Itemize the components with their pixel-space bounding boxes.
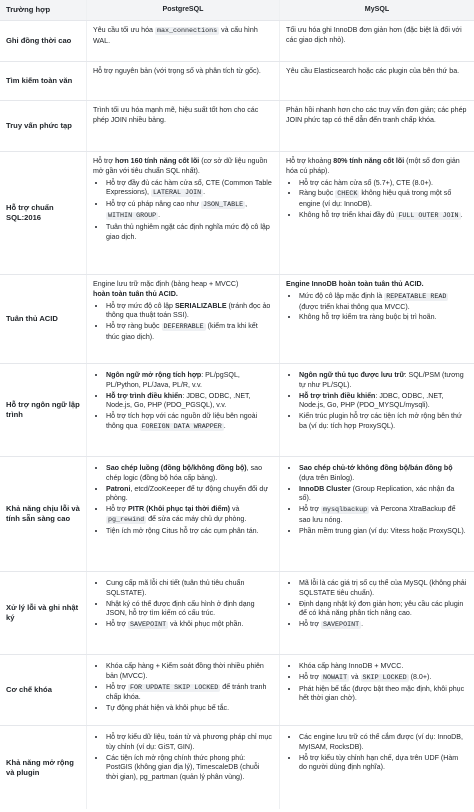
list-item: • Patroni, etcd/ZooKeeper để tự động chuyển đổi dự phòng. <box>106 485 273 505</box>
list-item: • Hỗ trợ SAVEPOINT . <box>299 620 468 631</box>
table-row <box>0 572 474 655</box>
postgresql-cell: Hỗ trợ nguyên bản (với trọng số và phân tích từ gốc). <box>86 62 280 100</box>
row-label: Tìm kiếm toàn văn <box>6 76 73 85</box>
header-case: Trường hợp <box>6 5 51 14</box>
postgresql-cell <box>86 457 280 571</box>
row-label: Tuân thủ ACID <box>6 314 58 323</box>
list-item: • Cung cấp mã lỗi chi tiết (tuân thủ tiêu chuẩn SQLSTATE). <box>106 579 273 599</box>
table-row <box>0 62 474 101</box>
list-item: • Ngôn ngữ mở rộng tích hợp: PL/pgSQL, PL/Python, PL/Java, PL/R, v.v. <box>106 371 273 391</box>
list-item: • Hỗ trợ mức độ cô lập SERIALIZABLE (tránh đọc ảo thông qua thuật toán SSI). <box>106 302 273 322</box>
list-item: • Tiện ích mở rộng Citus hỗ trợ các cụm phân tán. <box>106 527 273 537</box>
list-item: • Tuân thủ nghiêm ngặt các định nghĩa mức độ cô lập giao dịch. <box>106 223 273 243</box>
row-label: Hỗ trợ ngôn ngữ lập trình <box>6 400 80 419</box>
list-item: • InnoDB Cluster (Group Replication, xác nhận đa số). <box>299 485 468 505</box>
list-item: • Ngôn ngữ thủ tục được lưu trữ: SQL/PSM (tương tự như PL/SQL). <box>299 371 468 391</box>
row-label: Truy vấn phức tạp <box>6 121 72 130</box>
mysql-cell: Tối ưu hóa ghi InnoDB đơn giản hơn (đặc biệt là đối với các giao dịch nhỏ). <box>286 26 462 44</box>
mysql-cell: Hỗ trợ khoảng 80% tính năng cốt lõi (một số đơn giản hóa cú pháp). • Hỗ trợ các hàm cửa sổ (5.7+), CTE (8.0+). • Ràng buộc CHECK không hiệu quả trong một số engine (ví dụ: InnoDB). • Không hỗ trợ triển khai đầy đủ FULL OUTER JOIN . <box>280 152 474 274</box>
table-header <box>0 0 474 21</box>
list-item: • Hỗ trợ các hàm cửa sổ (5.7+), CTE (8.0+). <box>299 179 468 189</box>
list-item: • Hỗ trợ SAVEPOINT và khôi phục một phần. <box>106 620 273 631</box>
list-item: • Các tiện ích mở rộng chính thức phong phú: PostGIS (không gian địa lý), TimescaleDB (chuỗi thời gian), pg_partman (quản lý phân vùng). <box>106 754 273 783</box>
list-item: • Hỗ trợ tích hợp với các nguồn dữ liệu bên ngoài thông qua FOREIGN DATA WRAPPER . <box>106 412 273 433</box>
table-row <box>0 275 474 364</box>
list-item: • Kiến trúc plugin hỗ trợ các tiện ích mở rộng bên thứ ba (ví dụ: tích hợp ProxySQL). <box>299 412 468 432</box>
list-item: • Khóa cấp hàng + Kiểm soát đồng thời nhiều phiên bản (MVCC). <box>106 662 273 682</box>
table-row <box>0 101 474 152</box>
row-label: Hỗ trợ chuẩn SQL:2016 <box>6 203 54 222</box>
header-postgresql: PostgreSQL <box>86 0 280 20</box>
list-item: • Khóa cấp hàng InnoDB + MVCC. <box>299 662 468 672</box>
list-item: • Không hỗ trợ triển khai đầy đủ FULL OUTER JOIN . <box>299 211 468 222</box>
list-item: • Sao chép luồng (đồng bộ/không đồng bộ), sao chép logic (đồng bộ hóa cấp bảng). <box>106 464 273 484</box>
table-row <box>0 21 474 62</box>
list-item: • Mã lỗi là các giá trị số cụ thể của MySQL (không phải SQLSTATE tiêu chuẩn). <box>299 579 468 599</box>
mysql-cell: Engine InnoDB hoàn toàn tuân thủ ACID. • Mức độ cô lập mặc định là REPEATABLE READ (được triển khai thông qua MVCC). • Không hỗ trợ kiểm tra ràng buộc bị trì hoãn. <box>280 275 474 363</box>
list-item: • Định dạng nhật ký đơn giản hơn; yêu cầu các plugin để có khả năng phân tích nâng cao. <box>299 600 468 620</box>
postgresql-cell <box>86 572 280 654</box>
mysql-cell <box>280 572 474 654</box>
mysql-cell: Yêu cầu Elasticsearch hoặc các plugin của bên thứ ba. <box>286 67 460 75</box>
table-row <box>0 655 474 726</box>
list-item: • Hỗ trợ NOWAIT và SKIP LOCKED (8.0+). <box>299 673 468 684</box>
postgresql-cell <box>86 364 280 456</box>
postgresql-cell: Engine lưu trữ mặc định (bảng heap + MVCC) hoàn toàn tuân thủ ACID. • Hỗ trợ mức độ cô lập SERIALIZABLE (tránh đọc ảo thông qua thuật toán SSI). • Hỗ trợ ràng buộc DEFERRABLE (kiểm tra khi kết thúc giao dịch). <box>86 275 280 363</box>
table-row <box>0 364 474 457</box>
list-item: • Hỗ trợ trình điều khiển: JDBC, ODBC, .NET, Node.js, Go, PHP (PDO_PGSQL), v.v. <box>106 392 273 412</box>
list-item: • Tự động phát hiện và khôi phục bế tắc. <box>106 704 273 714</box>
list-item: • Hỗ trợ cú pháp nâng cao như JSON_TABLE , WITHIN GROUP . <box>106 200 273 222</box>
row-label: Khả năng chịu lỗi và tính sẵn sàng cao <box>6 504 80 523</box>
list-item: • Hỗ trợ kiểu dữ liệu, toán tử và phương pháp chỉ mục tùy chỉnh (ví dụ: GiST, GIN). <box>106 733 273 753</box>
postgresql-cell <box>86 726 280 809</box>
mysql-cell <box>280 655 474 725</box>
postgresql-cell: Hỗ trợ hơn 160 tính năng cốt lõi (cơ sở dữ liệu nguồn mở gần với tiêu chuẩn SQL nhất). • Hỗ trợ đầy đủ các hàm cửa sổ, CTE (Common Table Expressions), LATERAL JOIN . • Hỗ trợ cú pháp nâng cao như JSON_TABLE , WITHIN GROUP . • Tuân thủ nghiêm ngặt các định nghĩa mức độ cô lập giao dịch. <box>86 152 280 274</box>
row-label: Khả năng mở rộng và plugin <box>6 757 74 777</box>
row-label: Xử lý lỗi và ghi nhật ký <box>6 603 79 622</box>
list-item: • Hỗ trợ kiểu tùy chỉnh hạn chế, dựa trên UDF (Hàm do người dùng định nghĩa). <box>299 754 468 774</box>
list-item: • Mức độ cô lập mặc định là REPEATABLE READ (được triển khai thông qua MVCC). <box>299 292 468 313</box>
row-label: Ghi đồng thời cao <box>6 36 72 45</box>
list-item: • Hỗ trợ PITR (Khôi phục tại thời điểm) và pg_rewind để sửa các máy chủ dự phòng. <box>106 505 273 526</box>
list-item: • Các engine lưu trữ có thể cắm được (ví dụ: InnoDB, MyISAM, RocksDB). <box>299 733 468 753</box>
postgresql-cell <box>86 655 280 725</box>
list-item: • Hỗ trợ trình điều khiển: JDBC, ODBC, .NET, Node.js, Go, PHP (PDO_MYSQL/mysqli). <box>299 392 468 412</box>
list-item: • Hỗ trợ FOR UPDATE SKIP LOCKED để tránh tranh chấp khóa. <box>106 683 273 704</box>
list-item: • Hỗ trợ ràng buộc DEFERRABLE (kiểm tra khi kết thúc giao dịch). <box>106 322 273 343</box>
row-label: Cơ chế khóa <box>6 685 52 694</box>
postgresql-cell: Trình tối ưu hóa mạnh mẽ, hiệu suất tốt hơn cho các phép JOIN nhiều bảng. <box>86 101 280 151</box>
list-item: • Hỗ trợ đầy đủ các hàm cửa sổ, CTE (Common Table Expressions), LATERAL JOIN . <box>106 179 273 200</box>
list-item: • Ràng buộc CHECK không hiệu quả trong một số engine (ví dụ: InnoDB). <box>299 189 468 210</box>
table-row <box>0 457 474 572</box>
list-item: • Phát hiện bế tắc (được bật theo mặc định, khôi phục hết thời gian chờ). <box>299 685 468 705</box>
mysql-cell: Phản hồi nhanh hơn cho các truy vấn đơn giản; các phép JOIN phức tạp có thể dẫn đến tranh chấp khóa. <box>286 106 467 124</box>
list-item: • Không hỗ trợ kiểm tra ràng buộc bị trì hoãn. <box>299 313 468 323</box>
list-item: • Sao chép chủ-tớ không đồng bộ/bán đồng bộ (dựa trên Binlog). <box>299 464 468 484</box>
list-item: • Phần mềm trung gian (ví dụ: Vitess hoặc ProxySQL). <box>299 527 468 537</box>
mysql-cell <box>280 457 474 571</box>
list-item: • Nhật ký có thể được định cấu hình ở định dạng JSON, hỗ trợ tìm kiếm có cấu trúc. <box>106 600 273 620</box>
list-item: • Hỗ trợ mysqlbackup và Percona XtraBackup để sao lưu nóng. <box>299 505 468 526</box>
mysql-cell <box>280 726 474 809</box>
table-row <box>0 152 474 275</box>
postgresql-cell: Yêu cầu tối ưu hóa max_connections và cấu hình WAL. <box>86 21 280 61</box>
mysql-cell <box>280 364 474 456</box>
header-mysql: MySQL <box>364 5 390 13</box>
table-row <box>0 726 474 809</box>
